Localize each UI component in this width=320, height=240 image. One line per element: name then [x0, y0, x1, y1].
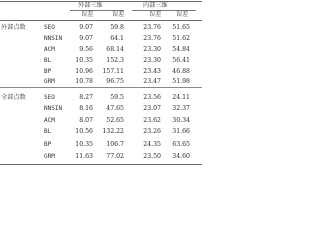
value-cell: 23.26 [143, 128, 161, 135]
method-name: SEO [44, 24, 55, 31]
value-cell: 10.96 [75, 68, 93, 75]
value-cell: 23.47 [143, 78, 161, 85]
method-name: GRM [44, 153, 55, 160]
method-name: BL [44, 57, 52, 64]
value-cell: 56.41 [172, 57, 190, 64]
value-cell: 96.75 [106, 78, 124, 85]
subheader-3: 误差 [149, 11, 162, 18]
bottom-rule [0, 164, 202, 165]
value-cell: 54.84 [172, 46, 190, 53]
value-cell: 10.56 [75, 128, 93, 135]
value-cell: 30.34 [172, 117, 190, 124]
group-separator [0, 87, 202, 88]
group-label: 外部点数 [1, 24, 26, 31]
method-name: BP [44, 141, 52, 148]
value-cell: 8.27 [79, 94, 93, 101]
results-table [0, 0, 202, 167]
value-cell: 152.3 [106, 57, 124, 64]
value-cell: 32.37 [172, 105, 190, 112]
value-cell: 23.62 [143, 117, 161, 124]
value-cell: 47.65 [106, 105, 124, 112]
value-cell: 8.16 [79, 105, 93, 112]
value-cell: 63.65 [172, 141, 190, 148]
method-name: ACM [44, 46, 55, 53]
value-cell: 157.11 [102, 68, 124, 75]
method-name: BL [44, 128, 52, 135]
subheader-2: 误差 [112, 11, 125, 18]
value-cell: 10.35 [75, 57, 93, 64]
header-rule [0, 20, 202, 21]
subheader-1: 误差 [81, 11, 94, 18]
method-name: GRM [44, 78, 55, 85]
value-cell: 31.66 [172, 128, 190, 135]
value-cell: 10.78 [75, 78, 93, 85]
header-group2: 内部三维 [143, 2, 168, 9]
value-cell: 23.07 [143, 105, 161, 112]
method-name: ACM [44, 117, 55, 124]
value-cell: 9.56 [79, 46, 93, 53]
value-cell: 11.63 [75, 153, 93, 160]
value-cell: 23.76 [143, 35, 161, 42]
value-cell: 23.30 [143, 46, 161, 53]
value-cell: 24.11 [172, 94, 190, 101]
value-cell: 9.07 [79, 35, 93, 42]
value-cell: 34.60 [172, 153, 190, 160]
method-name: BP [44, 68, 52, 75]
value-cell: 23.43 [143, 68, 161, 75]
value-cell: 51.65 [172, 24, 190, 31]
value-cell: 10.35 [75, 141, 93, 148]
method-name: SEO [44, 94, 55, 101]
value-cell: 24.35 [143, 141, 161, 148]
method-name: NNSIN [44, 35, 63, 42]
method-name: NNSIN [44, 105, 63, 112]
value-cell: 52.65 [106, 117, 124, 124]
value-cell: 23.56 [143, 94, 161, 101]
value-cell: 51.62 [172, 35, 190, 42]
value-cell: 9.07 [79, 24, 93, 31]
value-cell: 68.14 [106, 46, 124, 53]
value-cell: 23.30 [143, 57, 161, 64]
value-cell: 106.7 [106, 141, 124, 148]
value-cell: 51.98 [172, 78, 190, 85]
value-cell: 77.02 [106, 153, 124, 160]
group-label: 全部点数 [1, 94, 26, 101]
value-cell: 59.5 [110, 94, 124, 101]
value-cell: 23.76 [143, 24, 161, 31]
value-cell: 46.88 [172, 68, 190, 75]
value-cell: 132.22 [102, 128, 124, 135]
value-cell: 23.50 [143, 153, 161, 160]
value-cell: 64.1 [110, 35, 124, 42]
value-cell: 59.8 [110, 24, 124, 31]
value-cell: 8.07 [79, 117, 93, 124]
header-group1: 外部三维 [78, 2, 103, 9]
subheader-4: 误差 [176, 11, 189, 18]
